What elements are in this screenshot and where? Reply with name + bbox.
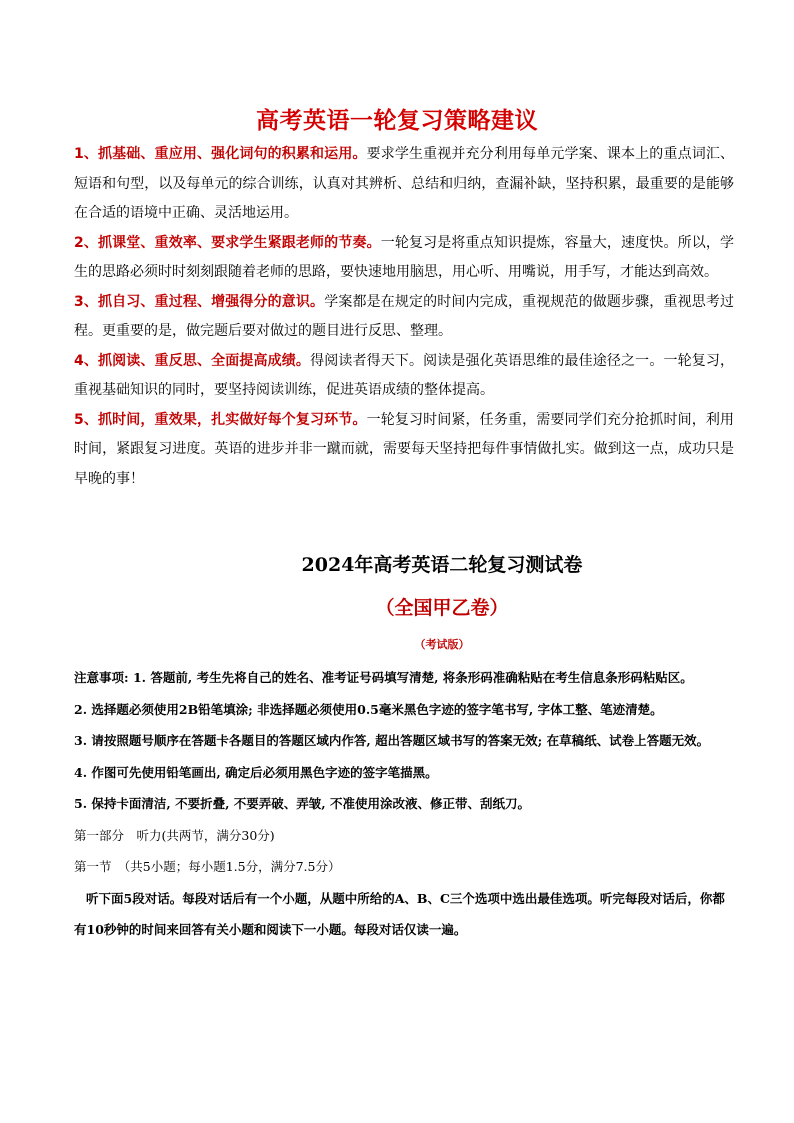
note-item: 3. 请按照题号顺序在答题卡各题目的答题区域内作答, 超出答题区域书写的答案无效; 在草稿纸、试卷上答题无效。 bbox=[74, 733, 710, 748]
note-item: 注意事项: 1. 答题前, 考生先将自己的姓名、准考证号码填写清楚, 将条形码准确粘贴在考生信息条形码粘贴区。 bbox=[74, 670, 693, 685]
note-item: 2. 选择题必须使用2B铅笔填涂; 非选择题必须使用0.5毫米黑色字迹的签字笔书写, 字体工整、笔迹清楚。 bbox=[74, 701, 663, 717]
exam-version: （考试版） bbox=[414, 638, 470, 651]
strategy-heading: 5、抓时间，重效果，扎实做好每个复习环节。 bbox=[74, 411, 367, 428]
strategy-item bbox=[74, 406, 734, 495]
strategy-heading: 4、抓阅读、重反思、全面提高成绩。 bbox=[74, 352, 311, 369]
strategy-heading: 1、抓基础、重应用、强化词句的积累和运用。 bbox=[74, 146, 367, 162]
strategy-heading: 3、抓自习、重过程、增强得分的意识。 bbox=[74, 293, 325, 310]
strategy-body: 要求学生重视并充分利用每单元学案、课本上的重点词汇、短语和句型，以及每单元的综合训练，认真对其辨析、总结和归纳，查漏补缺，坚持积累，最重要的是能够在合适的语境中正确、灵活地运用。 bbox=[74, 146, 734, 221]
strategy-item bbox=[74, 347, 734, 406]
strategy-title: 高考英语一轮复习策略建议 bbox=[256, 108, 538, 134]
strategy-item bbox=[74, 229, 734, 288]
section-heading: 第一节 （共5小题；每小题1.5分，满分7.5分） bbox=[74, 859, 341, 874]
exam-notes bbox=[74, 662, 734, 946]
listening-instruction: 听下面5段对话。每段对话后有一个小题，从题中所给的A、B、C三个选项中选出最佳选项。听完每段对话后，你都有10秒钟的时间来回答有关小题和阅读下一小题。每段对话仅读一遍。 bbox=[74, 890, 725, 937]
strategy-list bbox=[74, 140, 734, 494]
strategy-item bbox=[74, 140, 734, 229]
part-heading: 第一部分 听力(共两节，满分30分) bbox=[74, 827, 275, 843]
strategy-body: 一轮复习时间紧，任务重，需要同学们充分抢抓时间，利用时间，紧跟复习进度。英语的进步并非一蹴而就，需要每天坚持把每件事情做扎实。做到这一点，成功只是早晚的事！ bbox=[74, 411, 734, 487]
note-item: 4. 作图可先使用铅笔画出, 确定后必须用黑色字迹的签字笔描黑。 bbox=[74, 764, 438, 780]
exam-subtitle: （全国甲乙卷） bbox=[375, 597, 509, 619]
strategy-body: 一轮复习是将重点知识提炼，容量大，速度快。所以，学生的思路必须时时刻刻跟随着老师的思路，要快速地用脑思，用心听、用嘴说，用手写，才能达到高效。 bbox=[74, 234, 734, 280]
note-item: 5. 保持卡面清洁, 不要折叠, 不要弄破、弄皱, 不准使用涂改液、修正带、刮纸刀。 bbox=[74, 796, 531, 811]
strategy-body: 得阅读者得天下。阅读是强化英语思维的最佳途径之一。一轮复习，重视基础知识的同时，要坚持阅读训练，促进英语成绩的整体提高。 bbox=[74, 352, 735, 398]
strategy-body: 学案都是在规定的时间内完成，重视规范的做题步骤，重视思考过程。更重要的是，做完题后要对做过的题目进行反思、整理。 bbox=[74, 293, 734, 339]
exam-title: 2024年高考英语二轮复习测试卷 bbox=[301, 554, 583, 576]
strategy-item bbox=[74, 288, 734, 347]
strategy-heading: 2、抓课堂、重效率、要求学生紧跟老师的节奏。 bbox=[74, 234, 381, 251]
